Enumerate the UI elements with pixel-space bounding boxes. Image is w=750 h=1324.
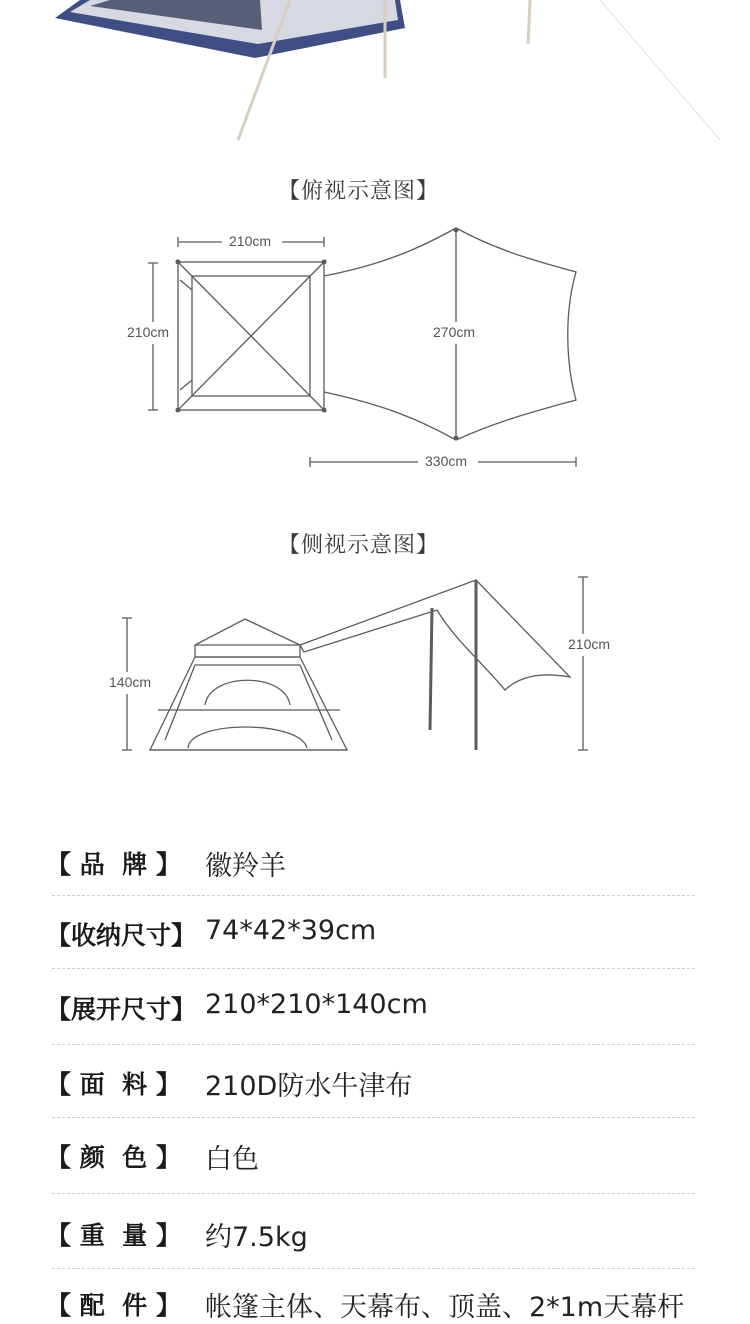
tent-door [188,727,307,748]
side-view-title: 【侧视示意图】 [278,533,440,558]
spec-value: 白色 [205,1144,259,1175]
canopy-outline [300,580,570,690]
top-width-label: 210cm [229,233,272,249]
spec-label: 【 品 牌 】 [46,850,181,879]
canopy-pole [430,608,432,730]
spec-label: 【 配 件 】 [46,1291,181,1320]
spec-label: 【收纳尺寸】 [46,921,197,950]
divider [52,1268,695,1269]
spec-label: 【 重 量 】 [46,1221,181,1250]
spec-value: 帐篷主体、天幕布、顶盖、2*1m天幕杆 [205,1292,685,1323]
canopy-height-label: 210cm [568,636,611,652]
divider [52,1193,695,1194]
spec-label: 【展开尺寸】 [46,995,197,1024]
divider [52,1117,695,1118]
top-view-title: 【俯视示意图】 [278,179,440,204]
tent-inner-outline [165,665,332,740]
spec-value: 74*42*39cm [205,915,377,946]
spec-value: 210D防水牛津布 [205,1071,413,1102]
top-depth-label: 210cm [127,324,170,340]
divider [52,895,695,896]
spec-label: 【 颜 色 】 [46,1143,181,1172]
spec-value: 约7.5kg [205,1222,308,1253]
spec-value: 210*210*140cm [205,989,428,1020]
spec-label: 【 面 料 】 [46,1070,181,1099]
tent-window [205,680,290,705]
tent-roof [195,619,300,645]
spec-value: 徽羚羊 [205,851,286,882]
tent-roof-band [195,645,300,657]
divider [52,1044,695,1045]
canopy-width-label: 270cm [433,324,476,340]
divider [52,968,695,969]
tent-height-label: 140cm [109,674,152,690]
canopy-length-label: 330cm [425,453,468,469]
